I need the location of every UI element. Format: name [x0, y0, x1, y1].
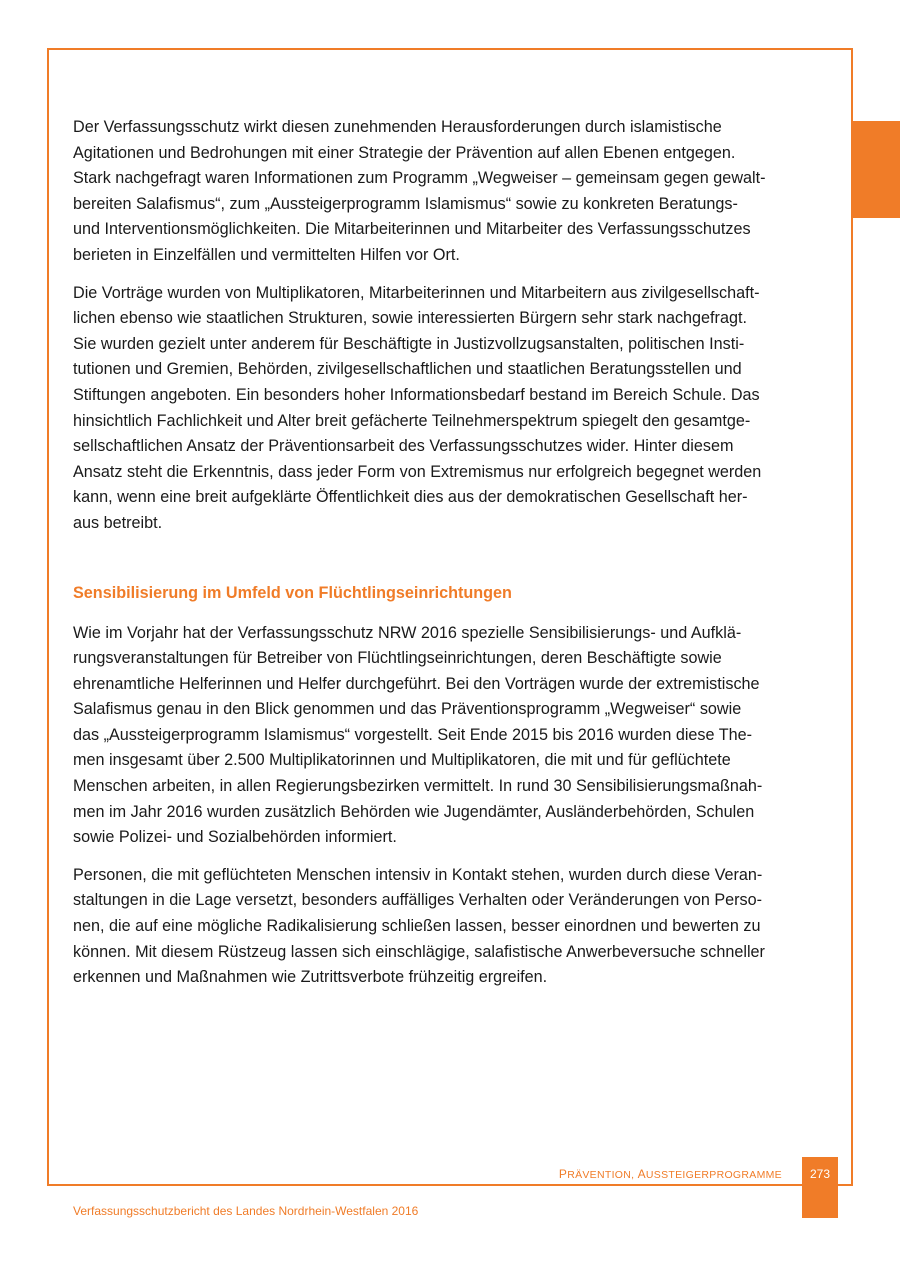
text-line: men insgesamt über 2.500 Multiplikatorinnen und Multiplikatoren, die mit und für geflüchtete	[73, 751, 731, 770]
section-heading: Sensibilisierung im Umfeld von Flüchtlingseinrichtungen	[73, 583, 512, 602]
page-number-box	[802, 1157, 838, 1218]
text-line: Ansatz steht die Erkenntnis, dass jeder Form von Extremismus nur erfolgreich begegnet werden	[73, 462, 762, 481]
text-line: Menschen arbeiten, in allen Regierungsbezirken vermittelt. In rund 30 Sensibilisierungsmaßnah-	[73, 777, 763, 796]
text-line: Stiftungen angeboten. Ein besonders hoher Informationsbedarf bestand im Bereich Schule. Das	[73, 385, 760, 404]
text-line: bereiten Salafismus“, zum „Aussteigerprogramm Islamismus“ sowie zu konkreten Beratungs-	[73, 194, 738, 213]
text-line: erkennen und Maßnahmen wie Zutrittsverbote frühzeitig ergreifen.	[73, 968, 548, 987]
text-line: sellschaftlichen Ansatz der Präventionsarbeit des Verfassungsschutzes wider. Hinter diesem	[73, 437, 734, 456]
report-title: Verfassungsschutzbericht des Landes Nordrhein-Westfalen 2016	[73, 1204, 419, 1218]
text-line: das „Aussteigerprogramm Islamismus“ vorgestellt. Seit Ende 2015 bis 2016 wurden diese The-	[73, 725, 753, 744]
page-number: 273	[809, 1167, 831, 1181]
text-line: Die Vorträge wurden von Multiplikatoren, Mitarbeiterinnen und Mitarbeitern aus zivilgesellschaft-	[73, 283, 760, 302]
paragraph-4	[73, 863, 813, 991]
text-line: Agitationen und Bedrohungen mit einer Strategie der Prävention auf allen Ebenen entgegen.	[73, 143, 736, 162]
text-line: berieten in Einzelfällen und vermittelten Hilfen vor Ort.	[73, 245, 460, 264]
chapter-side-tab	[853, 121, 900, 218]
text-line: Wie im Vorjahr hat der Verfassungsschutz NRW 2016 spezielle Sensibilisierungs- und Aufklä-	[73, 623, 742, 642]
text-line: ehrenamtliche Helferinnen und Helfer durchgeführt. Bei den Vorträgen wurde der extremistische	[73, 674, 760, 693]
text-line: kann, wenn eine breit aufgeklärte Öffentlichkeit dies aus der demokratischen Gesellschaft her-	[73, 488, 748, 507]
paragraph-2	[73, 281, 813, 537]
text-line: nen, die auf eine mögliche Radikalisierung schließen lassen, besser einordnen und bewerten zu	[73, 917, 761, 936]
paragraph-3	[73, 621, 813, 851]
text-line: Stark nachgefragt waren Informationen zum Programm „Wegweiser – gemeinsam gegen gewalt-	[73, 169, 766, 188]
text-line: und Interventionsmöglichkeiten. Die Mitarbeiterinnen und Mitarbeiter des Verfassungsschutzes	[73, 220, 751, 239]
text-line: hinsichtlich Fachlichkeit und Alter breit gefächerte Teilnehmerspektrum spiegelt den gesamtge-	[73, 411, 751, 430]
text-line: Personen, die mit geflüchteten Menschen intensiv in Kontakt stehen, wurden durch diese Veran-	[73, 865, 763, 884]
text-line: Sie wurden gezielt unter anderem für Beschäftigte in Justizvollzugsanstalten, politischen Insti-	[73, 334, 745, 353]
main-content	[73, 115, 813, 1003]
paragraph-1	[73, 115, 813, 269]
text-line: tutionen und Gremien, Behörden, zivilgesellschaftlichen und staatlichen Beratungsstellen und	[73, 360, 742, 379]
text-line: Der Verfassungsschutz wirkt diesen zunehmenden Herausforderungen durch islamistische	[73, 118, 722, 136]
text-line: men im Jahr 2016 wurden zusätzlich Behörden wie Jugendämter, Ausländerbehörden, Schulen	[73, 802, 755, 821]
footer-section-title: PRÄVENTION, AUSSTEIGERPROGRAMME	[558, 1167, 782, 1181]
text-line: können. Mit diesem Rüstzeug lassen sich einschlägige, salafistische Anwerbeversuche schneller	[73, 942, 765, 961]
text-line: Salafismus genau in den Blick genommen und das Präventionsprogramm „Wegweiser“ sowie	[73, 700, 742, 719]
text-line: staltungen in die Lage versetzt, besonders auffälliges Verhalten oder Veränderungen von Perso-	[73, 891, 763, 910]
text-line: aus betreibt.	[73, 513, 163, 532]
text-line: lichen ebenso wie staatlichen Strukturen, sowie interessierten Bürgern sehr stark nachgefragt.	[73, 309, 747, 328]
text-line: sowie Polizei- und Sozialbehörden informiert.	[73, 828, 397, 847]
text-line: rungsveranstaltungen für Betreiber von Flüchtlingseinrichtungen, deren Beschäftigte sowie	[73, 649, 722, 668]
